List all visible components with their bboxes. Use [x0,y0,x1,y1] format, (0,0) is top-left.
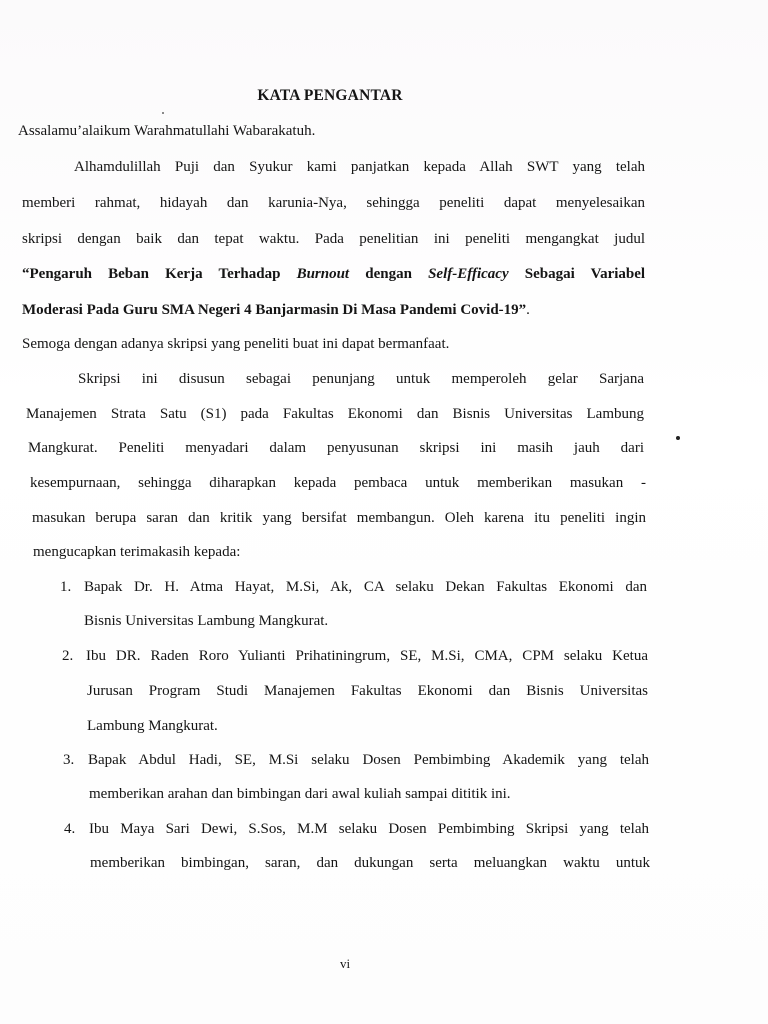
paragraph2-line1: Skripsi ini disusun sebagai penunjang untuk memperoleh gelar Sarjana [78,371,644,387]
thesis-title-burnout: Burnout [296,266,350,282]
thesis-title-part-a: “Pengaruh Beban Kerja Terhadap [22,266,281,282]
list-number-4: 4. [64,821,76,837]
paragraph2-line5: masukan berupa saran dan kritik yang bersifat membangun. Oleh karena itu peneliti ingin [32,510,646,526]
thesis-title-end: . [526,302,530,318]
list-item-2-line2: Jurusan Program Studi Manajemen Fakultas Ekonomi dan Bisnis Universitas [87,683,648,699]
list-item-2-line3: Lambung Mangkurat. [87,718,218,734]
paragraph2-line2: Manajemen Strata Satu (S1) pada Fakultas Ekonomi dan Bisnis Universitas Lambung [26,406,644,422]
list-item-3-line2: memberikan arahan dan bimbingan dari awal kuliah sampai dititik ini. [89,786,511,802]
list-item-1-line2: Bisnis Universitas Lambung Mangkurat. [84,613,329,629]
thesis-title-self-efficacy: Self-Efficacy [428,266,509,282]
thesis-title-line2 [22,300,530,320]
page-number: vi [339,956,351,971]
paragraph2-line3: Mangkurat. Peneliti menyadari dalam penyusunan skripsi ini masih jauh dari [28,440,644,456]
scan-speck [162,112,164,114]
list-item-1-line1: Bapak Dr. H. Atma Hayat, M.Si, Ak, CA selaku Dekan Fakultas Ekonomi dan [84,579,647,595]
thesis-title-line2-text: Moderasi Pada Guru SMA Negeri 4 Banjarmasin Di Masa Pandemi Covid-19” [22,302,527,318]
scan-dot [676,436,680,440]
list-item-3-line1: Bapak Abdul Hadi, SE, M.Si selaku Dosen Pembimbing Akademik yang telah [88,752,649,768]
thesis-title-part-e: Sebagai Variabel [524,266,646,282]
list-number-1: 1. [60,579,72,595]
list-item-4-line1: Ibu Maya Sari Dewi, S.Sos, M.M selaku Dosen Pembimbing Skripsi yang telah [89,821,649,837]
page-title: KATA PENGANTAR [257,87,403,104]
paragraph2-line6: mengucapkan terimakasih kepada: [33,544,241,560]
list-number-2: 2. [62,648,74,664]
thesis-title-line1 [22,264,645,284]
paragraph1-line1: Alhamdulillah Puji dan Syukur kami panjatkan kepada Allah SWT yang telah [74,159,645,175]
paragraph1-line2: memberi rahmat, hidayah dan karunia-Nya, sehingga peneliti dapat menyelesaikan [22,195,645,211]
paragraph1-line3: skripsi dengan baik dan tepat waktu. Pada penelitian ini peneliti mengangkat judul [22,231,645,247]
paragraph2-line4: kesempurnaan, sehingga diharapkan kepada pembaca untuk memberikan masukan - [30,475,646,491]
thesis-title-part-c: dengan [365,266,412,282]
list-item-2-line1: Ibu DR. Raden Roro Yulianti Prihatiningrum, SE, M.Si, CMA, CPM selaku Ketua [86,648,648,664]
greeting-text: Assalamu’alaikum Warahmatullahi Wabarakatuh. [18,123,316,139]
list-number-3: 3. [63,752,75,768]
list-item-4-line2: memberikan bimbingan, saran, dan dukungan serta meluangkan waktu untuk [90,855,650,871]
paragraph1-line6: Semoga dengan adanya skripsi yang peneliti buat ini dapat bermanfaat. [22,336,450,352]
